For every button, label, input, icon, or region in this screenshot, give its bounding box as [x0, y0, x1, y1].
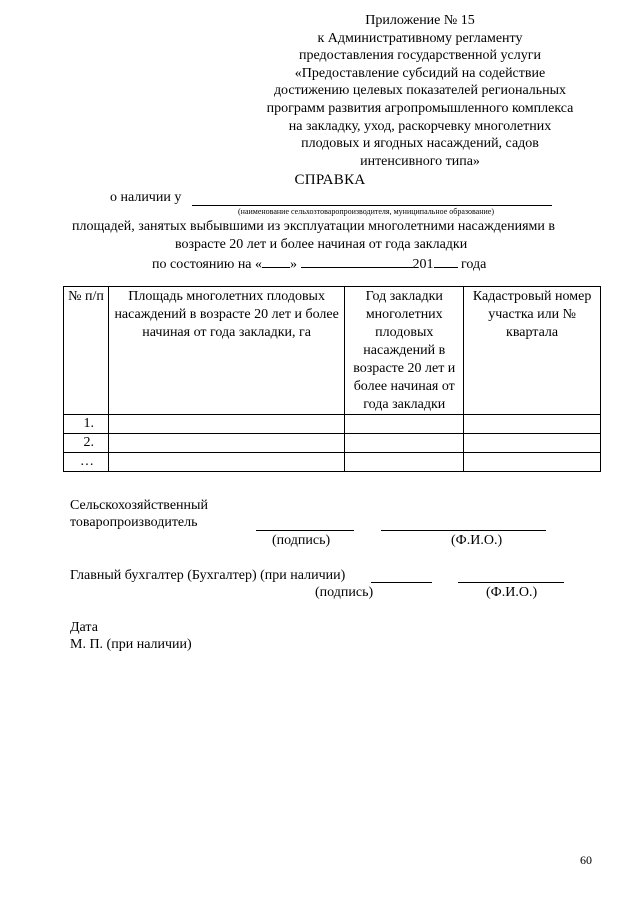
subject-line-3	[152, 255, 486, 273]
appendix-line: к Административному регламенту	[317, 30, 523, 46]
presence-label: о наличии у	[110, 190, 182, 205]
producer-name-line[interactable]	[192, 205, 552, 206]
year-prefix: 201	[412, 257, 434, 272]
appendix-line: программ развития агропромышленного комплекса	[266, 100, 574, 116]
column-header-number: № п/п	[64, 287, 109, 415]
year-cell[interactable]	[345, 453, 464, 472]
stamp-label: М. П. (при наличии)	[70, 637, 192, 652]
document-title: СПРАВКА	[294, 172, 366, 188]
year-field[interactable]	[434, 255, 458, 268]
producer-signature-caption: (подпись)	[272, 533, 331, 548]
plantings-table	[63, 286, 601, 472]
area-cell[interactable]	[108, 415, 344, 434]
cadastral-cell[interactable]	[464, 453, 601, 472]
appendix-line: «Предоставление субсидий на содействие	[294, 65, 546, 81]
table-header-row	[64, 287, 601, 415]
column-header-year: Год закладки многолетних плодовых насаждений в возрасте 20 лет и более начиная от года закладки	[345, 287, 464, 415]
accountant-fio-line[interactable]	[458, 582, 564, 583]
accountant-fio-caption: (Ф.И.О.)	[486, 585, 538, 600]
accountant-signature-line[interactable]	[371, 582, 432, 583]
producer-signature-line[interactable]	[256, 530, 354, 531]
date-label: Дата	[70, 620, 98, 635]
appendix-header	[250, 12, 590, 170]
area-cell[interactable]	[108, 434, 344, 453]
table-row	[64, 434, 601, 453]
appendix-line: интенсивного типа»	[360, 153, 480, 169]
row-number: …	[64, 453, 109, 472]
producer-label-line-2: товаропроизводитель	[70, 515, 198, 530]
table-row	[64, 453, 601, 472]
producer-name-hint: (наименование сельхозтоваропроизводителя, муниципальное образование)	[238, 207, 494, 216]
column-header-area: Площадь многолетних плодовых насаждений в возрасте 20 лет и более начиная от года закладки, га	[108, 287, 344, 415]
appendix-line: на закладку, уход, раскорчевку многолетних	[288, 118, 552, 134]
date-quote: »	[290, 257, 298, 272]
appendix-line: плодовых и ягодных насаждений, садов	[301, 136, 539, 152]
cadastral-cell[interactable]	[464, 415, 601, 434]
table-row	[64, 415, 601, 434]
row-number: 1.	[64, 415, 109, 434]
appendix-line: Приложение № 15	[365, 13, 475, 28]
day-field[interactable]	[262, 255, 290, 268]
subject-line-2: возрасте 20 лет и более начиная от года закладки	[175, 237, 468, 252]
date-suffix: года	[461, 257, 487, 272]
month-field[interactable]	[301, 255, 413, 268]
appendix-line: предоставления государственной услуги	[299, 48, 541, 64]
year-cell[interactable]	[345, 434, 464, 453]
producer-label-line-1: Сельскохозяйственный	[70, 498, 208, 513]
area-cell[interactable]	[108, 453, 344, 472]
year-cell[interactable]	[345, 415, 464, 434]
subject-line-1: площадей, занятых выбывшими из эксплуатации многолетними насаждениями в	[72, 219, 556, 234]
accountant-signature-caption: (подпись)	[315, 585, 374, 600]
column-header-cadastral: Кадастровый номер участка или № квартала	[464, 287, 601, 415]
producer-fio-line[interactable]	[381, 530, 546, 531]
appendix-line: достижению целевых показателей региональных	[273, 83, 567, 99]
row-number: 2.	[64, 434, 109, 453]
accountant-label: Главный бухгалтер (Бухгалтер) (при наличии)	[70, 568, 346, 583]
cadastral-cell[interactable]	[464, 434, 601, 453]
date-prefix: по состоянию на «	[152, 257, 263, 272]
producer-fio-caption: (Ф.И.О.)	[451, 533, 503, 548]
page-number: 60	[580, 853, 592, 867]
